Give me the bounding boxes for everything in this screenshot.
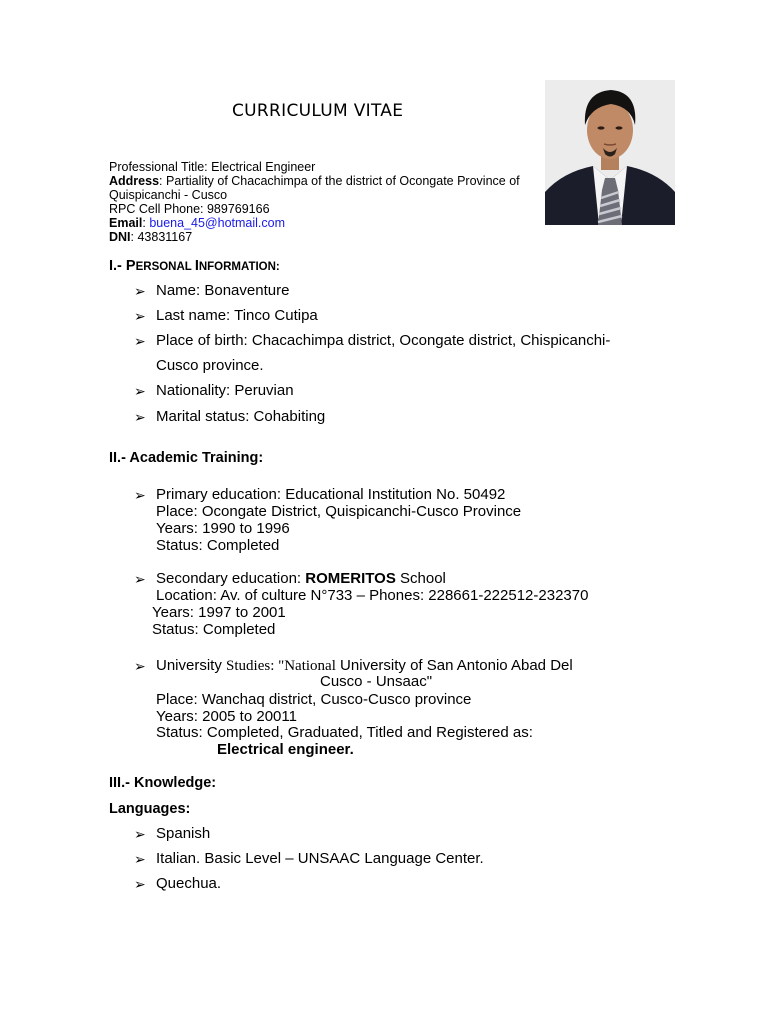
primary-years: Years: 1990 to 1996	[156, 520, 290, 537]
bullet-icon: ➢	[134, 308, 146, 324]
secondary-location: Location: Av. of culture N°733 – Phones: 228661-222512-232370	[156, 587, 589, 604]
languages-heading: Languages:	[109, 801, 191, 817]
bullet-icon: ➢	[134, 383, 146, 399]
secondary-status: Status: Completed	[152, 621, 276, 638]
section-knowledge-heading: III.- Knowledge:	[109, 775, 217, 791]
university-degree: Electrical engineer.	[217, 741, 354, 758]
personal-marital-status: Marital status: Cohabiting	[156, 408, 326, 425]
heading-cap: P	[125, 258, 136, 274]
university-name-cont: Cusco - Unsaac"	[320, 673, 433, 690]
language-item: Italian. Basic Level – UNSAAC Language Center.	[156, 850, 484, 867]
email-separator: :	[142, 216, 150, 230]
address-value: : Partiality of Chacachimpa of the district of Ocongate Province of	[159, 174, 520, 188]
bullet-icon: ➢	[134, 487, 146, 503]
university-name: University of San Antonio Abad Del	[335, 657, 573, 674]
university-status: Status: Completed, Graduated, Titled and Registered as:	[156, 724, 533, 741]
email-label: Email	[109, 216, 143, 230]
heading-smallcaps: NFORMATION:	[198, 261, 280, 273]
email-line	[109, 216, 285, 230]
professional-title: Professional Title: Electrical Engineer	[109, 160, 316, 174]
document-title: CURRICULUM VITAE	[232, 101, 404, 121]
secondary-school-name: ROMERITOS	[305, 570, 396, 587]
bullet-icon: ➢	[134, 826, 146, 842]
personal-birthplace-cont: Cusco province.	[156, 357, 264, 374]
section-personal-information-heading	[109, 258, 280, 274]
primary-place: Place: Ocongate District, Quispicanchi-Cusco Province	[156, 503, 522, 520]
personal-last-name: Last name: Tinco Cutipa	[156, 307, 318, 324]
email-link[interactable]: buena_45@hotmail.com	[149, 216, 285, 230]
dni-label: DNI	[109, 230, 131, 244]
language-item: Spanish	[156, 825, 211, 842]
dni-value: : 43831167	[130, 230, 193, 244]
rpc-phone: RPC Cell Phone: 989769166	[109, 202, 270, 216]
section-number: I.-	[109, 258, 126, 274]
heading-smallcaps: ERSONAL	[135, 261, 195, 273]
secondary-years: Years: 1997 to 2001	[152, 604, 286, 621]
dni-line	[109, 230, 192, 244]
section-academic-training-heading: II.- Academic Training:	[109, 450, 264, 466]
bullet-icon: ➢	[134, 333, 146, 349]
language-item: Quechua.	[156, 875, 222, 892]
university-years: Years: 2005 to 20011	[156, 708, 297, 725]
secondary-school-suffix: School	[395, 570, 446, 587]
bullet-icon: ➢	[134, 409, 146, 425]
university-studies-label: Studies: "National	[226, 658, 336, 674]
personal-name: Name: Bonaventure	[156, 282, 290, 299]
heading-cap: I	[194, 258, 199, 274]
bullet-icon: ➢	[134, 283, 146, 299]
address-label: Address	[109, 174, 160, 188]
bullet-icon: ➢	[134, 571, 146, 587]
bullet-icon: ➢	[134, 658, 146, 674]
bullet-icon: ➢	[134, 851, 146, 867]
address-line	[109, 174, 520, 188]
secondary-education	[156, 570, 446, 587]
university-place: Place: Wanchaq district, Cusco-Cusco province	[156, 691, 472, 708]
portrait-photo-icon	[545, 80, 675, 225]
primary-status: Status: Completed	[156, 537, 280, 554]
secondary-label: Secondary education:	[156, 570, 306, 587]
address-line-2: Quispicanchi - Cusco	[109, 188, 228, 202]
personal-nationality: Nationality: Peruvian	[156, 382, 294, 399]
university-label: University	[156, 657, 227, 674]
bullet-icon: ➢	[134, 876, 146, 892]
personal-birthplace: Place of birth: Chacachimpa district, Ocongate district, Chispicanchi-	[156, 332, 611, 349]
portrait-photo	[545, 80, 675, 225]
primary-education: Primary education: Educational Institution No. 50492	[156, 486, 506, 503]
